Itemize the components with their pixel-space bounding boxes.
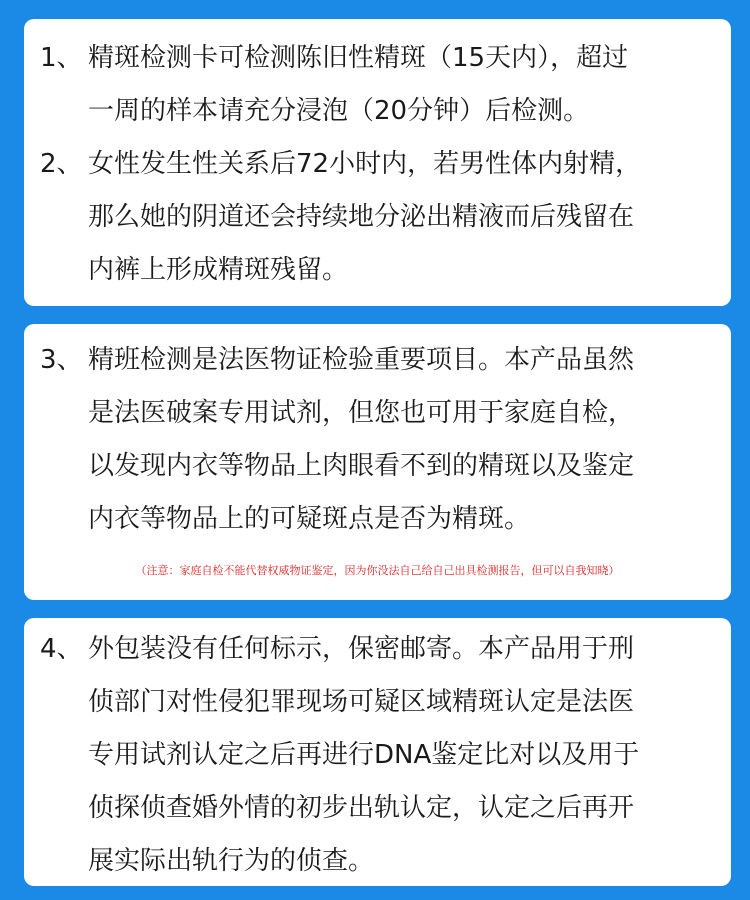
info-card-3	[24, 618, 731, 886]
item-text-line: 侦探侦查婚外情的初步出轨认定，认定之后再开	[88, 793, 635, 823]
info-card-2	[24, 324, 731, 600]
item-text-line: 一周的样本请充分浸泡（20分钟）后检测。	[88, 96, 590, 126]
item-number: 2、	[40, 149, 83, 179]
item-number: 3、	[40, 345, 83, 375]
item-text-line: 展实际出轨行为的侦查。	[88, 846, 375, 876]
item-text-line: 女性发生性关系后72小时内，若男性体内射精，	[88, 149, 642, 179]
disclaimer-note: （注意：家庭自检不能代替权威物证鉴定，因为你没法自己给自己出具检测报告，但可以自我知晓）	[135, 564, 620, 577]
item-text-line: 内裤上形成精斑残留。	[88, 255, 349, 285]
item-number: 1、	[40, 43, 83, 73]
info-card-1	[24, 19, 731, 306]
item-text-line: 专用试剂认定之后再进行DNA鉴定比对以及用于	[88, 740, 640, 770]
item-text-line: 精班检测是法医物证检验重要项目。本产品虽然	[88, 345, 635, 375]
item-text-line: 那么她的阴道还会持续地分泌出精液而后残留在	[88, 202, 635, 232]
item-text-line: 侦部门对性侵犯罪现场可疑区域精斑认定是法医	[88, 687, 635, 717]
item-text-line: 是法医破案专用试剂，但您也可用于家庭自检，	[88, 398, 635, 428]
item-number: 4、	[40, 634, 83, 664]
item-text-line: 内衣等物品上的可疑斑点是否为精斑。	[88, 504, 531, 534]
item-text-line: 外包装没有任何标示，保密邮寄。本产品用于刑	[88, 634, 635, 664]
item-text-line: 精斑检测卡可检测陈旧性精斑（15天内），超过	[88, 43, 629, 73]
item-text-line: 以发现内衣等物品上肉眼看不到的精斑以及鉴定	[88, 451, 635, 481]
